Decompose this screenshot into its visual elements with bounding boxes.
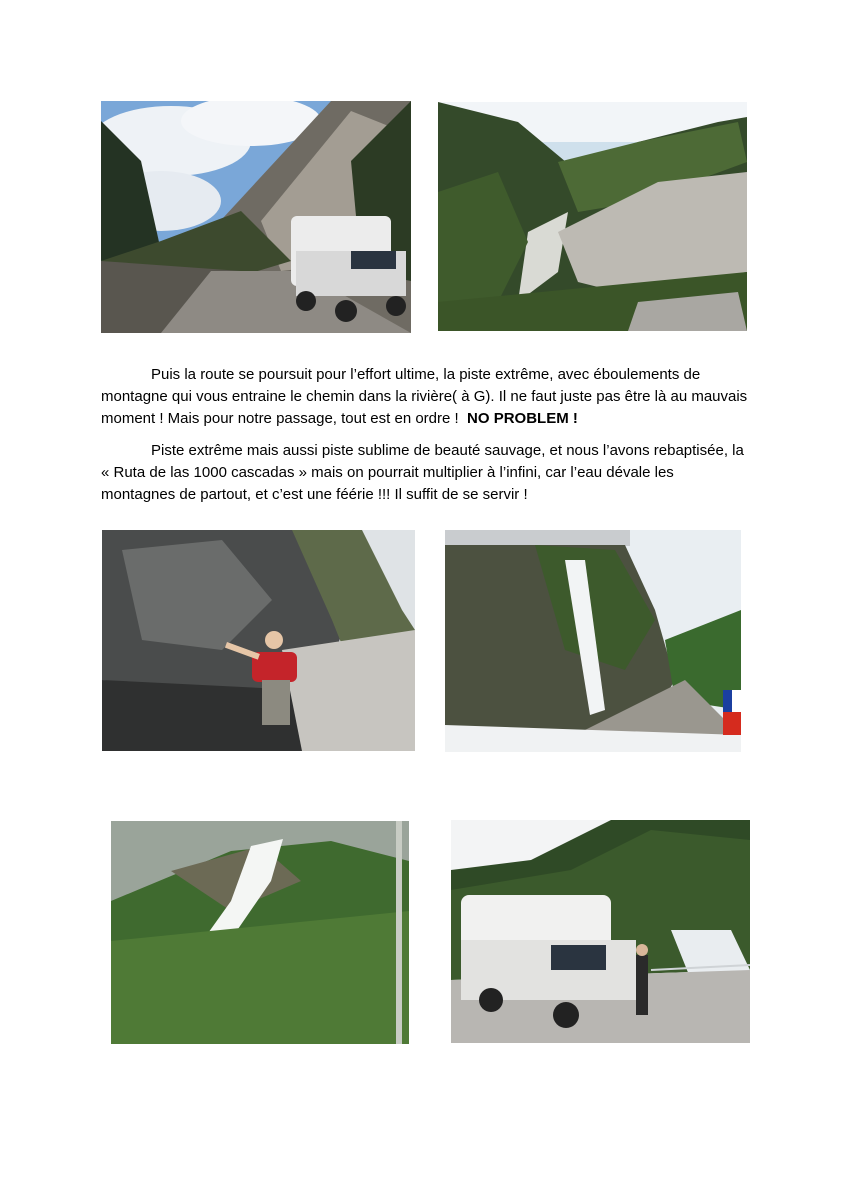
photo-valley-river-rockfall bbox=[438, 102, 747, 331]
photo-man-rock-spring bbox=[102, 530, 415, 751]
body-text bbox=[101, 364, 751, 516]
photo-camper-waterfall-bridge bbox=[451, 820, 750, 1043]
paragraph-1-emphasis: NO PROBLEM ! bbox=[467, 410, 578, 427]
paragraph-1 bbox=[101, 364, 751, 430]
paragraph-1-text: Puis la route se poursuit pour l’effort ultime, la piste extrême, avec éboulements de montagne qui vous entraine le chemin dans la rivière( à G). Il ne faut juste pas être là au mauvais moment ! Mais pour notre passage, tout est en ordre ! bbox=[101, 366, 748, 427]
paragraph-2: Piste extrême mais aussi piste sublime de beauté sauvage, et nous l’avons rebaptisée, la « Ruta de las 1000 cascadas » mais on pourrait multiplier à l’infini, car l’eau dévale les montagnes de partout, et c’est une féérie !!! Il suffit de se servir ! bbox=[101, 442, 744, 503]
photo-waterfall-slope bbox=[111, 821, 409, 1044]
photo-camper-landslide-road bbox=[101, 101, 411, 333]
photo-waterfall-roadside bbox=[445, 530, 741, 752]
